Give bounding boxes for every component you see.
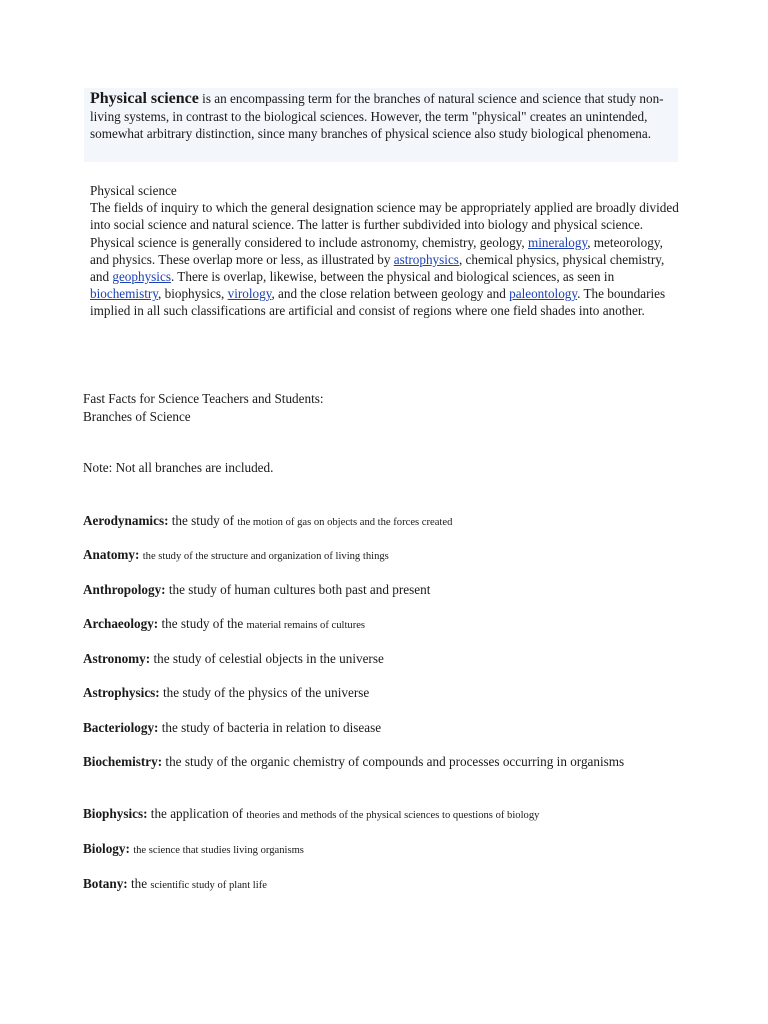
entry-biochemistry [83,753,648,773]
entry-botany [83,875,663,895]
link-astrophysics[interactable]: astrophysics [393,251,459,267]
entry-term: Biochemistry: [83,754,163,769]
physical-science-section [90,182,680,320]
entry-definition: material remains of cultures [246,620,366,631]
link-paleontology[interactable]: paleontology [509,286,578,302]
entry-lead: the study of bacteria in relation to disease [158,720,382,735]
entry-term: Archaeology: [83,616,159,631]
entry-lead: the [127,876,151,891]
entry-lead: the study of celestial objects in the universe [150,651,384,666]
entry-definition: scientific study of plant life [150,880,267,891]
note-text: Note: Not all branches are included. [83,460,274,475]
entry-term: Bacteriology: [83,720,159,735]
paragraph-text: , and the close relation between geology and [271,286,510,302]
entry-lead: the study of human cultures both past and present [165,582,431,597]
entry-astrophysics [83,684,663,704]
entry-term: Aerodynamics: [83,513,169,528]
link-geophysics[interactable]: geophysics [112,269,171,285]
entry-term: Biology: [83,841,130,856]
link-mineralogy[interactable]: mineralogy [528,234,588,250]
fast-facts-heading [83,390,324,425]
paragraph-text: , chemical physics, physical chemistry, and [90,251,665,285]
entry-astronomy [83,650,663,670]
paragraph-text: The fields of inquiry to which the general designation science may be appropriately applied are broadly divided into social science and natural science. The latter is further subdivided into biology and physical science. Physical science is generally considered to include astronomy, chemistry, geology, [90,200,679,250]
entry-term: Anthropology: [83,582,166,597]
fast-facts-line2: Branches of Science [83,408,191,424]
entry-definition: the motion of gas on objects and the forces created [237,517,453,528]
entry-lead: the study of the physics of the universe [159,685,370,700]
entry-definition: the study of the structure and organization of living things [142,551,389,562]
entry-term: Botany: [83,876,128,891]
entry-aerodynamics [83,512,663,532]
entry-term: Astronomy: [83,651,151,666]
entry-lead: the study of [168,513,238,528]
entry-biophysics [83,805,663,825]
paragraph-text: . There is overlap, likewise, between the physical and biological sciences, as seen in [170,269,615,285]
intro-term: Physical science [90,90,199,107]
entry-bacteriology [83,719,663,739]
intro-box [84,88,678,162]
entry-term: Anatomy: [83,547,140,562]
physical-science-heading: Physical science [90,183,177,198]
entry-term: Biophysics: [83,806,148,821]
fast-facts-line1: Fast Facts for Science Teachers and Students: [83,391,324,406]
entry-term: Astrophysics: [83,685,160,700]
entry-anatomy [83,546,663,566]
entry-lead: the application of [147,806,247,821]
entry-anthropology [83,581,663,601]
entry-biology [83,840,663,860]
paragraph-text: , biophysics, [158,286,228,302]
entry-definition: the science that studies living organisms [133,845,304,856]
physical-science-paragraph [90,199,680,319]
entry-definition: theories and methods of the physical sciences to questions of biology [246,810,540,821]
entry-archaeology [83,615,663,635]
paragraph-text: , meteorology, and physics. These overlap more or less, as illustrated by [90,234,663,267]
link-virology[interactable]: virology [227,286,272,302]
intro-text: is an encompassing term for the branches of natural science and science that study non-living systems, in contrast to the biological sciences. However, the term "physical" creates an unintended, somewhat arbitrary distinction, since many branches of physical science also study biological phenomena. [90,91,664,142]
link-biochemistry[interactable]: biochemistry [90,286,158,302]
entry-lead: the study of the [158,616,247,631]
entry-lead: the study of the organic chemistry of compounds and processes occurring in organisms [162,754,625,769]
paragraph-text: . The boundaries implied in all such classifications are artificial and consist of regions where one field shades into another. [90,286,666,319]
